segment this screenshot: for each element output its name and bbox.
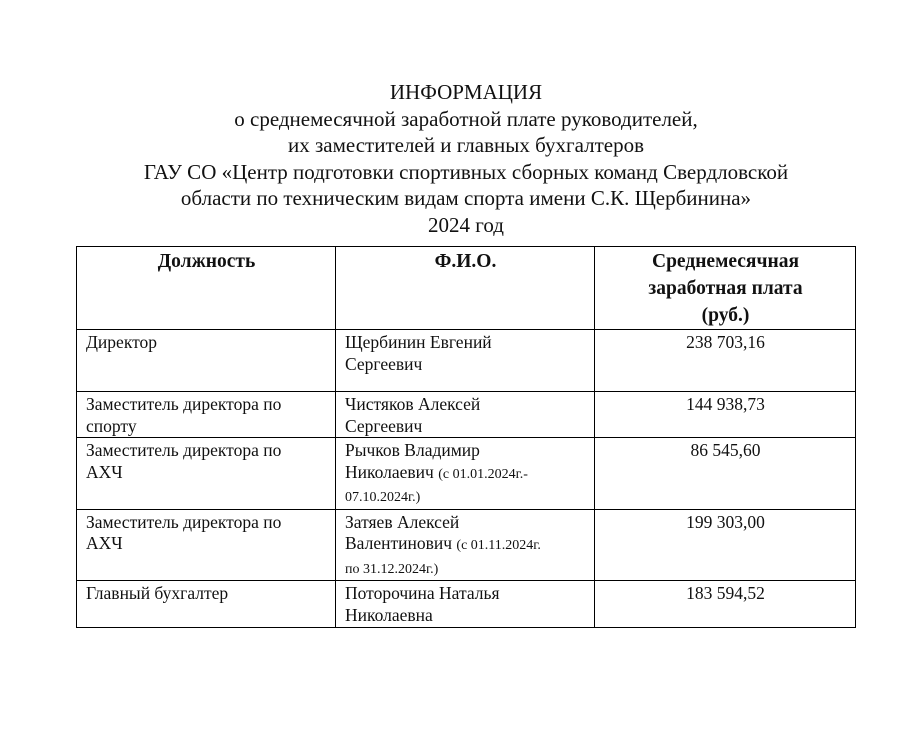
- position-cell: Заместитель директора по АХЧ: [77, 438, 336, 510]
- position-cell: Главный бухгалтер: [77, 581, 336, 628]
- position-cell: Заместитель директора по спорту: [77, 392, 336, 438]
- position-cell: Директор: [77, 330, 336, 392]
- table-row: [77, 581, 856, 628]
- salary-cell: 199 303,00: [595, 509, 856, 581]
- name-cell: Чистяков Алексей Сергеевич: [336, 392, 595, 438]
- name-cell: Рычков Владимир Николаевич (с 01.01.2024г.- 07.10.2024г.): [336, 438, 595, 510]
- table-row: [77, 392, 856, 438]
- table-header-row: [77, 247, 856, 330]
- salary-cell: 238 703,16: [595, 330, 856, 392]
- tenure-note: (с 01.01.2024г.-: [438, 466, 528, 482]
- column-header-position: Должность: [77, 247, 336, 330]
- column-header-name: Ф.И.О.: [336, 247, 595, 330]
- document-subtitle: их заместителей и главных бухгалтеров: [287, 133, 644, 157]
- name-cell: Щербинин Евгений Сергеевич: [336, 330, 595, 392]
- tenure-note: 07.10.2024г.): [345, 490, 421, 505]
- salary-cell: 144 938,73: [595, 392, 856, 438]
- document-year: 2024 год: [428, 212, 504, 237]
- tenure-note: по 31.12.2024г.): [345, 561, 439, 577]
- name-cell: Поторочина Наталья Николаевна: [336, 581, 595, 628]
- salary-cell: 86 545,60: [595, 438, 856, 510]
- name-cell: Затяев Алексей Валентинович (с 01.11.2024г. по 31.12.2024г.): [336, 509, 595, 581]
- table-row: [77, 509, 856, 581]
- position-cell: Заместитель директора по АХЧ: [77, 509, 336, 581]
- organization-name: области по техническим видам спорта имени С.К. Щербинина»: [180, 186, 752, 210]
- document-header: [0, 79, 902, 238]
- tenure-note: (с 01.11.2024г.: [456, 538, 541, 553]
- document-title: ИНФОРМАЦИЯ: [389, 80, 543, 104]
- table-row: [77, 330, 856, 392]
- document-subtitle: о среднемесячной заработной плате руководителей,: [234, 106, 698, 131]
- salary-table: [76, 246, 856, 628]
- salary-cell: 183 594,52: [595, 581, 856, 628]
- table-row: [77, 438, 856, 510]
- column-header-salary: Среднемесячная заработная плата (руб.): [595, 247, 856, 330]
- organization-name: ГАУ СО «Центр подготовки спортивных сборных команд Свердловской: [143, 159, 789, 184]
